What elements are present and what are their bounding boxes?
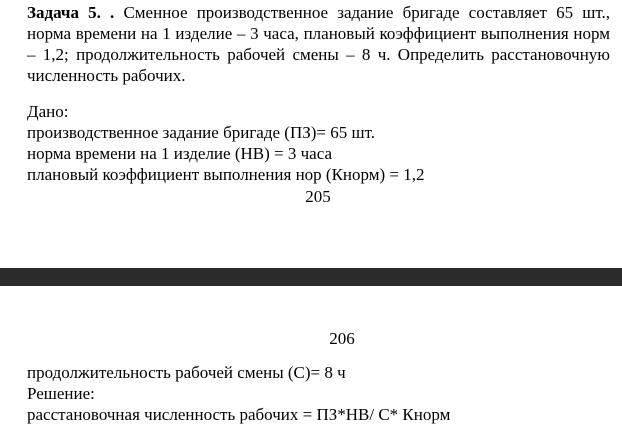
given-production-task: производственное задание бригаде (ПЗ)= 65 шт.: [27, 123, 375, 142]
task-heading: Задача 5. .: [27, 3, 115, 22]
given-shift-duration: продолжительность рабочей смены (С)= 8 ч: [27, 363, 346, 382]
given-label: Дано:: [27, 102, 69, 121]
task-text: Сменное производственное задание бригаде составляет 65 шт., норма времени на 1 изделие – 3 часа, плановый коэффициент выполнения норм – 1,2; продолжительность рабочей смены – 8 ч. Определить расстановочную численность рабочих.: [27, 3, 611, 85]
given-time-norm: норма времени на 1 изделие (НВ) = 3 часа: [27, 144, 332, 163]
page-number-206: 206: [329, 329, 355, 348]
task-paragraph: [27, 2, 610, 86]
solution-formula: расстановочная численность рабочих = ПЗ*НВ/ С* Кнорм: [27, 405, 451, 424]
page-separator: [0, 268, 622, 286]
given-plan-coefficient: плановый коэффициент выполнения нор (Кнорм) = 1,2: [27, 165, 425, 184]
solution-label: Решение:: [27, 384, 95, 403]
page-number-205: 205: [305, 187, 331, 206]
